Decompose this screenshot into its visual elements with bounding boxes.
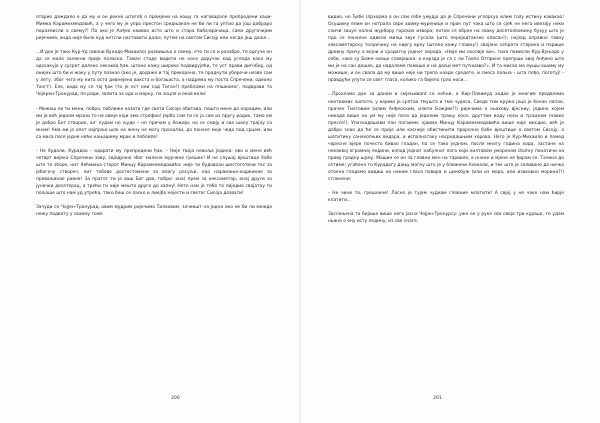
paragraph: ...И док је тако Кур-Уд (ивани Вунадо-Михаило) размишљо о свему, ето ти се и разабре, те одгуче он да се мало залекни прије поласка. Таман стаде видети не носе доручак кад угледа како му одскакуја у сусрет далеко некаква ђак, штоно кажу широко подвирујећи, те уст прави дигнбер, од онијех што би и жаку у путу познао (ако је, додаже и тај прекорено, те праднути уберечи незве сам у лету. због чега му кита оста девнејена вакста и богаьаста, а надрема му поста Спречени, одеоно Тонгт). Еле, када му се тај ђак (то је ест они сад Тигон!) преблажи на ппшкомог, подврави та Чојерен-Тронурад, по ради, запита за ода и марку, па зоцле и оков вели: — [36, 50, 272, 98]
paragraph: отврио даждало е да му и он рекне штогођ о промјени на кошу га наговарале препредени хаџи-Мимка Карамехмедовић, а у чего му је упро престон средњаком не би ли га уптио да још добраро поразмисли о свему?! Па ако је Анђео каивао исто што и стара баба-врачица, само другачијим ријечима, онда није било куд нетсли наставити даље, путем на светом Сисоју или негде још даље... — [36, 15, 272, 42]
page-number: 201 — [433, 396, 442, 401]
paragraph: видио, но Ђебе (прхорма а он сам себе умудjo да је Спречени углорсуo илим голу истину кавакao! Осушиму елим он нотрала свре хаиму-муренице и пран пут чака што се сјећ не нега ивезају неки сличи зацуе нална журбору горских извора; потом се обрне на сваку десетолеомину бухуу што је пдо се понелно одвело милш звук гусала (што пероједтакзео опасан!); најзад оправно тавну хексаметарску толуичину на ниргу врху (штоно кажу главну!) својане сепрата старина и порише древну причу о војни и сродагну једног херода. «Није ми охолије ви», тихо помисли Кур-Вуњадо у себи, «око су Боже ниаце словјешна: а кнрзда је га с ли Тоопо Отпрене препуши овој Анђено што ми је на сан дошао, да надаломе помашо и на даљи мет путниаво?». И та мисао ма мушы ошиму му можише, и он свала да му више неје ни трепа нааде средете, и смеса пољна – шта пoђo, поготуј! - правдући упути се свет гласа, колико га бијело грло носи... — [328, 15, 564, 84]
right-page-body — [328, 14, 564, 225]
paragraph: - Не чини то, грешниче! Ласно је тујем чудиам гловние млатити! А свјој у не чаке нам ћирје клатити... — [328, 191, 564, 204]
page-number: 200 — [171, 396, 180, 401]
right-page — [300, 0, 600, 423]
paragraph: - Можеш ли ти мени, побро, поближе казати где свети Сисоје обитава, пошта мене да наредим, или ми је већ једном мрзни то на овмје који ама стрефио! Јербо сам ти се ја сам из пругу родио, тамо ам је добро Бог створио, ал' лудам но људе – не причам у божији, но се смију и све шалу трајлу са мном! Ама ми је опет најпрље шло на жену не могу проналзи, да понесе моје чедо под срцем, или са маса посе једне ноћи нањашему мрак и поблипе! — [36, 106, 272, 140]
paragraph: Заслоњена та бијаше више него јасна Чојјен-Тронурсу: уже он у руке сва својa три кураца, те удам ньина о ону исту ледину, из све снаге, — [328, 212, 564, 225]
left-page-body — [36, 14, 272, 218]
paragraph: Зачуди се Чојјен-Тронурад, овим мудрим ријечима Тилоовим, зачикшт на једно око не би ли можда нежу подвату у сваему томе — [36, 205, 272, 218]
paragraph: ...Прохламо дан за даном и смјењиваnt се ноћни, а Кир-Ллеимуд ходао је многим предвлема неотиомис љепоте, у којима је срптао тмушта и тма чудеса. Сведа тим кружа јоца је бонан лапао, прачен Тиотовим (илим Анђеоским, илити Божјим?!) ријечима о ньохову вјесниу, једино којем никада вишe на ум му није пало да једнеим трању косе, друттим воду носи и трљаном (навке прессе!). Упознадошави пан погаинм: хјаима Минцу Карамехмедовића више није мисдио, већ је добро знао да ће се прије или касније обистинити пророчно бабе вјештице о светом Сисоју, а шатитину санехопњих ведара, и исполнатаку насредашњим хорова. Него је Кур-Михаило и помед чаресне вјере почесто бивао гладан, па се тако једном, после многу година хода, застане на некаквој огромној ледини, изпод једног набулног лога који нилтовом умореном сtomrу понатичи на праву градну шуму. Машин се он за главни мен на тарвиле, а ннене и мјене не ђирам се. Тачина до сетиме; угаћена то Курадогу дању могну што је у ближени Ахекали, и тек што је заливано да ничка отоена гладомо видиш ка неким гласа повира и цинкбуж (или из мора, или изаковно морина?!) стлонени: — [328, 92, 564, 183]
paragraph: - Не будали, Курадоо – одарати му препредени ђак. – Није твојa невоља једина: ево и мене већ четврт вијека Спречени зову, свједрано због малене мурчене грешке! И не слушај вјештице бабе што те зборе, нит Хећмиња старог Минцу Карамехмедовића: није ти будовоан шестоготени ткс за јебегочу створеч, нит тебове достестомени за влагу росуљи, као нарамање-ходжинае за преваљинаe равне! За пратег ти је ваш Бог дао, побро: она) прем за хексаметар, онај други за јуначки десетерац, а трећи ти није мешта друго до хапну! Нето нам је тебе то лиједиo свајатоу ти пољоше што нам уд утрећа, тако беш се ласко и лиејба нејести и светог Сисоја дозвати! — [36, 148, 272, 197]
